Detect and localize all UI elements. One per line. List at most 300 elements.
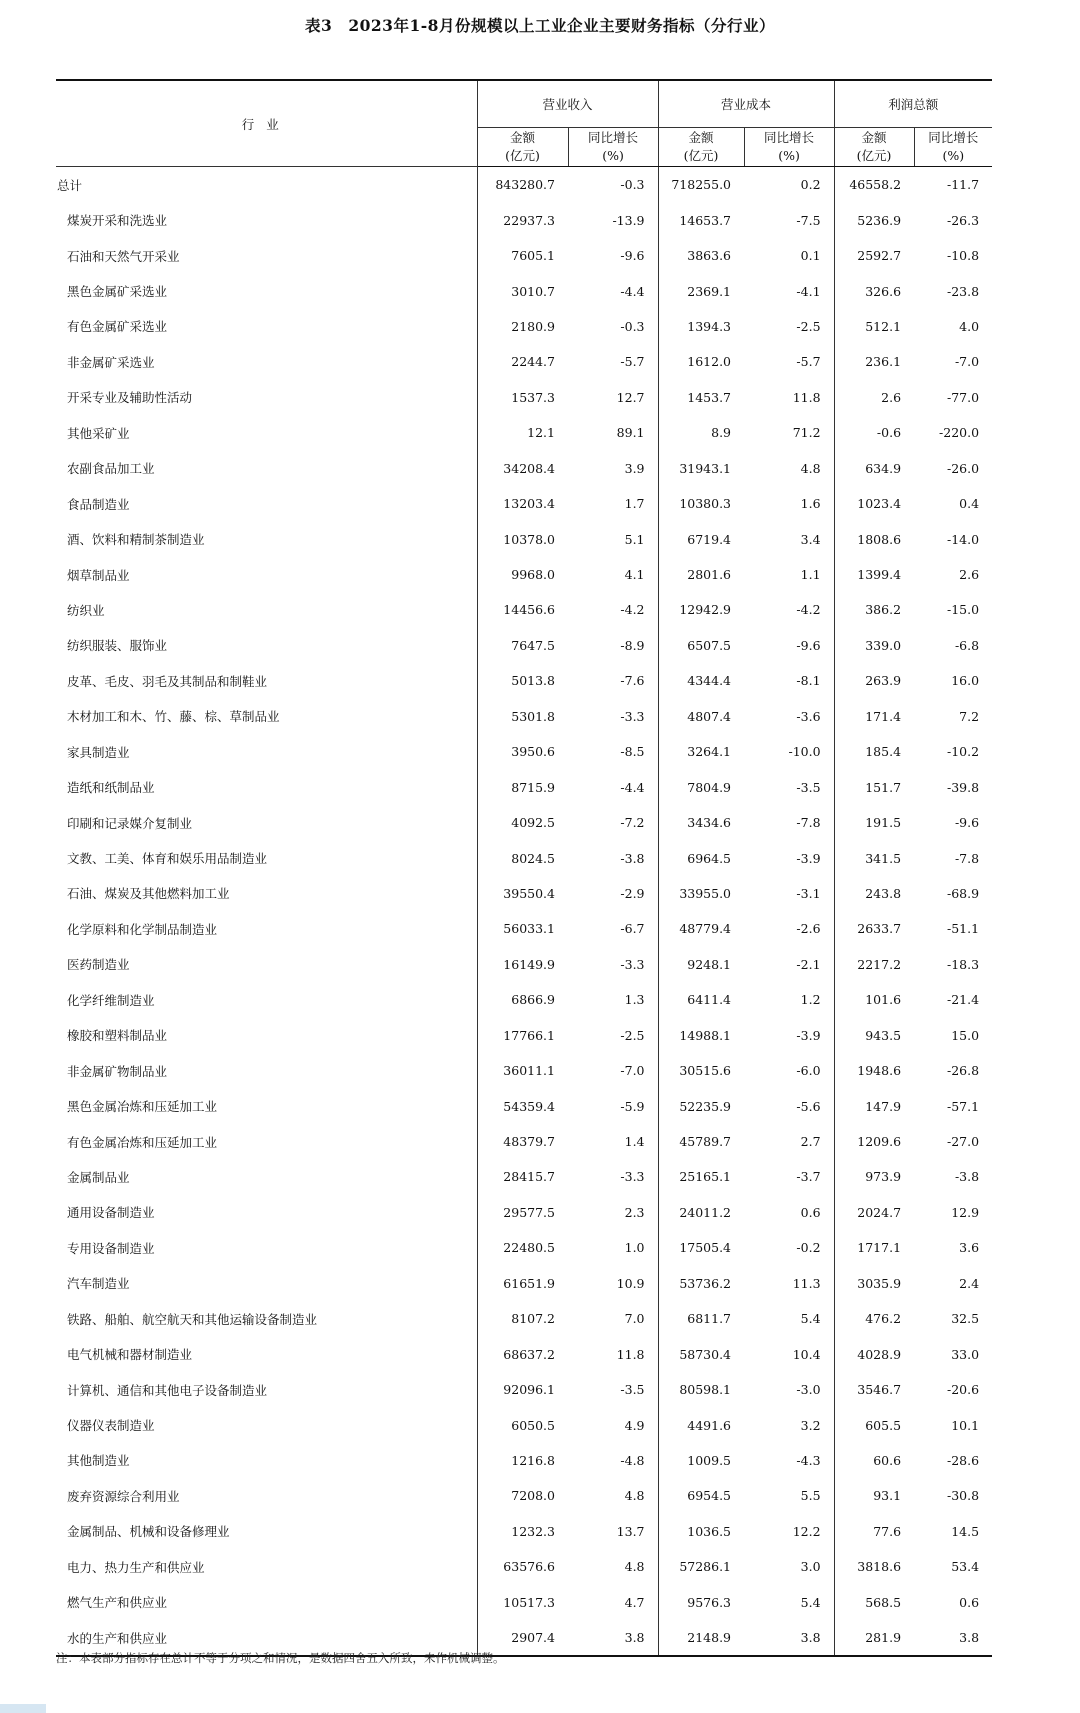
value-cell: -4.4	[620, 779, 645, 795]
industry-name: 电气机械和器材制造业	[67, 1347, 193, 1363]
industry-name: 医药制造业	[67, 957, 130, 973]
value-cell: -3.1	[796, 885, 821, 901]
table-row	[56, 663, 992, 698]
table-row	[56, 1407, 992, 1442]
value-cell: 3.8	[914, 1620, 992, 1656]
table-row	[56, 1230, 992, 1265]
value-cell: 5013.8	[477, 663, 568, 698]
value-cell: 243.8	[834, 876, 914, 911]
industry-name: 汽车制造业	[67, 1276, 130, 1292]
value-cell: 25165.1	[658, 1159, 744, 1194]
value-cell: -3.0	[796, 1382, 821, 1398]
value-cell: 11.8	[616, 1346, 645, 1362]
value-cell: 9968.0	[477, 557, 568, 592]
value-cell: 2.3	[624, 1204, 645, 1220]
industry-name: 非金属矿物制品业	[67, 1063, 168, 1079]
value-cell: 3863.6	[658, 238, 744, 273]
value-cell: -27.0	[946, 1134, 980, 1150]
industry-name: 铁路、船舶、航空航天和其他运输设备制造业	[67, 1311, 318, 1327]
industry-name: 黑色金属矿采选业	[67, 284, 168, 300]
value-cell: 29577.5	[477, 1195, 568, 1230]
table-row	[56, 982, 992, 1017]
value-cell: 6411.4	[658, 982, 744, 1017]
industry-name: 金属制品业	[67, 1169, 130, 1185]
value-cell: 17766.1	[477, 1018, 568, 1053]
value-cell: -6.0	[796, 1063, 821, 1079]
value-cell: 12.2	[792, 1523, 821, 1539]
value-cell: 3.0	[800, 1559, 821, 1575]
value-cell: 71.2	[792, 425, 821, 441]
value-cell: 2801.6	[658, 557, 744, 592]
value-cell: 512.1	[834, 309, 914, 344]
value-cell: 3950.6	[477, 734, 568, 769]
corner-mark	[0, 1704, 46, 1713]
value-cell: 61651.9	[477, 1266, 568, 1301]
value-cell: -3.5	[620, 1382, 645, 1398]
table-row	[56, 1266, 992, 1301]
table-row	[56, 238, 992, 273]
cost-header: 营业成本	[658, 80, 834, 128]
value-cell: -5.6	[796, 1098, 821, 1114]
value-cell: 3264.1	[658, 734, 744, 769]
value-cell: 605.5	[834, 1407, 914, 1442]
value-cell: 5301.8	[477, 699, 568, 734]
industry-name: 仪器仪表制造业	[67, 1418, 155, 1434]
industry-name: 印刷和记录媒介复制业	[67, 815, 193, 831]
value-cell: -7.0	[620, 1063, 645, 1079]
table-row	[56, 1159, 992, 1194]
value-cell: 24011.2	[658, 1195, 744, 1230]
value-cell: 32.5	[951, 1311, 980, 1327]
value-cell: -4.8	[620, 1452, 645, 1468]
value-cell: -15.0	[946, 602, 980, 618]
value-cell: 28415.7	[477, 1159, 568, 1194]
value-cell: 1717.1	[834, 1230, 914, 1265]
table-row	[56, 1124, 992, 1159]
industry-name: 化学纤维制造业	[67, 992, 155, 1008]
industry-name: 其他采矿业	[67, 425, 130, 441]
table-row	[56, 451, 992, 486]
value-cell: 2.4	[959, 1275, 980, 1291]
value-cell: 2.7	[800, 1134, 821, 1150]
value-cell: -8.5	[620, 744, 645, 760]
profit-growth-header: 同比增长 (%)	[914, 128, 992, 167]
value-cell: -23.8	[946, 283, 980, 299]
value-cell: 3010.7	[477, 273, 568, 308]
value-cell: -3.7	[796, 1169, 821, 1185]
value-cell: 2633.7	[834, 911, 914, 946]
table-row	[56, 805, 992, 840]
value-cell: -39.8	[946, 779, 980, 795]
value-cell: 33.0	[951, 1346, 980, 1362]
industry-name: 有色金属冶炼和压延加工业	[67, 1134, 218, 1150]
industry-name: 非金属矿采选业	[67, 354, 155, 370]
total-row	[56, 167, 992, 203]
table-row	[56, 415, 992, 450]
value-cell: 634.9	[834, 451, 914, 486]
table-row	[56, 1053, 992, 1088]
industry-name: 食品制造业	[67, 496, 130, 512]
value-cell: -2.6	[796, 921, 821, 937]
financial-indicators-table	[56, 79, 992, 1657]
value-cell: 93.1	[834, 1478, 914, 1513]
value-cell: -0.2	[796, 1240, 821, 1256]
value-cell: 0.6	[800, 1204, 821, 1220]
value-cell: -0.3	[620, 177, 645, 193]
value-cell: 3434.6	[658, 805, 744, 840]
value-cell: 5.4	[800, 1594, 821, 1610]
industry-name: 燃气生产和供应业	[67, 1595, 168, 1611]
value-cell: 1399.4	[834, 557, 914, 592]
value-cell: 52235.9	[658, 1088, 744, 1123]
value-cell: -28.6	[946, 1452, 980, 1468]
value-cell: 6964.5	[658, 840, 744, 875]
value-cell: -9.6	[796, 637, 821, 653]
value-cell: 4.7	[624, 1594, 645, 1610]
value-cell: 1.1	[800, 567, 821, 583]
value-cell: -4.2	[796, 602, 821, 618]
value-cell: 10.1	[951, 1417, 980, 1433]
value-cell: 101.6	[834, 982, 914, 1017]
industry-name: 废弃资源综合利用业	[67, 1488, 180, 1504]
value-cell: 3.8	[568, 1620, 658, 1656]
table-row	[56, 380, 992, 415]
value-cell: 4491.6	[658, 1407, 744, 1442]
industry-name: 其他制造业	[67, 1453, 130, 1469]
industry-name: 烟草制品业	[67, 567, 130, 583]
value-cell: 7.2	[959, 708, 980, 724]
value-cell: 22480.5	[477, 1230, 568, 1265]
value-cell: -4.3	[796, 1452, 821, 1468]
value-cell: 3818.6	[834, 1549, 914, 1584]
table-row	[56, 628, 992, 663]
value-cell: -26.0	[946, 460, 980, 476]
value-cell: 1009.5	[658, 1443, 744, 1478]
value-cell: 568.5	[834, 1585, 914, 1620]
value-cell: 386.2	[834, 592, 914, 627]
value-cell: -77.0	[946, 389, 980, 405]
value-cell: 7647.5	[477, 628, 568, 663]
value-cell: 34208.4	[477, 451, 568, 486]
value-cell: 1023.4	[834, 486, 914, 521]
table-row	[56, 557, 992, 592]
industry-name: 有色金属矿采选业	[67, 319, 168, 335]
value-cell: -7.0	[954, 354, 980, 370]
table-row	[56, 734, 992, 769]
table-row	[56, 876, 992, 911]
value-cell: 14.5	[951, 1523, 980, 1539]
value-cell: 326.6	[834, 273, 914, 308]
industry-name: 总计	[57, 177, 83, 193]
industry-name: 农副食品加工业	[67, 461, 155, 477]
value-cell: 5.4	[800, 1311, 821, 1327]
value-cell: 1.7	[624, 496, 645, 512]
value-cell: 11.3	[792, 1275, 821, 1291]
value-cell: 77.6	[834, 1514, 914, 1549]
industry-name: 煤炭开采和洗选业	[67, 213, 168, 229]
value-cell: 151.7	[834, 769, 914, 804]
value-cell: -14.0	[946, 531, 980, 547]
table-row	[56, 1514, 992, 1549]
value-cell: -7.2	[620, 815, 645, 831]
value-cell: 147.9	[834, 1088, 914, 1123]
industry-name: 橡胶和塑料制品业	[67, 1028, 168, 1044]
value-cell: 8715.9	[477, 769, 568, 804]
cost-growth-header: 同比增长 (%)	[744, 128, 834, 167]
value-cell: -21.4	[946, 992, 980, 1008]
value-cell: -7.5	[796, 212, 821, 228]
value-cell: 4.1	[624, 567, 645, 583]
value-cell: 2217.2	[834, 947, 914, 982]
value-cell: 6954.5	[658, 1478, 744, 1513]
value-cell: 92096.1	[477, 1372, 568, 1407]
value-cell: -3.3	[620, 1169, 645, 1185]
value-cell: -8.9	[620, 637, 645, 653]
value-cell: 14988.1	[658, 1018, 744, 1053]
value-cell: -2.9	[620, 885, 645, 901]
value-cell: -9.6	[620, 248, 645, 264]
value-cell: 8024.5	[477, 840, 568, 875]
value-cell: 31943.1	[658, 451, 744, 486]
value-cell: 17505.4	[658, 1230, 744, 1265]
value-cell: -51.1	[946, 921, 980, 937]
table-row	[56, 1301, 992, 1336]
value-cell: 1453.7	[658, 380, 744, 415]
revenue-amount-header: 金额 (亿元)	[477, 128, 568, 167]
value-cell: 0.1	[800, 248, 821, 264]
value-cell: -7.8	[796, 815, 821, 831]
table-row	[56, 1336, 992, 1371]
revenue-header: 营业收入	[477, 80, 658, 128]
value-cell: -2.5	[796, 318, 821, 334]
value-cell: 10380.3	[658, 486, 744, 521]
value-cell: 12.1	[477, 415, 568, 450]
value-cell: -6.7	[620, 921, 645, 937]
industry-name: 酒、饮料和精制茶制造业	[67, 532, 205, 548]
value-cell: 1.2	[800, 992, 821, 1008]
value-cell: 0.2	[800, 177, 821, 193]
table-row	[56, 1018, 992, 1053]
value-cell: -20.6	[946, 1382, 980, 1398]
value-cell: 339.0	[834, 628, 914, 663]
value-cell: 4092.5	[477, 805, 568, 840]
value-cell: 10.4	[792, 1346, 821, 1362]
value-cell: -3.3	[620, 956, 645, 972]
value-cell: -13.9	[612, 212, 645, 228]
industry-name: 专用设备制造业	[67, 1240, 155, 1256]
value-cell: 48379.7	[477, 1124, 568, 1159]
value-cell: 476.2	[834, 1301, 914, 1336]
value-cell: -0.3	[620, 318, 645, 334]
table-row	[56, 1585, 992, 1620]
value-cell: 12942.9	[658, 592, 744, 627]
value-cell: -26.8	[946, 1063, 980, 1079]
value-cell: 53.4	[951, 1559, 980, 1575]
industry-name: 金属制品、机械和设备修理业	[67, 1524, 230, 1540]
value-cell: 843280.7	[477, 167, 568, 203]
value-cell: 13203.4	[477, 486, 568, 521]
value-cell: 3.2	[800, 1417, 821, 1433]
value-cell: 1216.8	[477, 1443, 568, 1478]
table-row	[56, 1478, 992, 1513]
table-row	[56, 486, 992, 521]
value-cell: 4028.9	[834, 1336, 914, 1371]
value-cell: -5.7	[620, 354, 645, 370]
value-cell: 8107.2	[477, 1301, 568, 1336]
value-cell: -68.9	[946, 885, 980, 901]
industry-header: 行业	[56, 80, 477, 167]
table-body	[56, 167, 992, 1657]
value-cell: 1209.6	[834, 1124, 914, 1159]
value-cell: -10.8	[946, 248, 980, 264]
value-cell: -30.8	[946, 1488, 980, 1504]
value-cell: -10.0	[788, 744, 821, 760]
value-cell: 12.7	[616, 389, 645, 405]
value-cell: 3.6	[959, 1240, 980, 1256]
value-cell: 89.1	[616, 425, 645, 441]
value-cell: 6050.5	[477, 1407, 568, 1442]
value-cell: 7.0	[624, 1311, 645, 1327]
value-cell: 6719.4	[658, 521, 744, 556]
value-cell: 5.5	[800, 1488, 821, 1504]
table-row	[56, 1549, 992, 1584]
value-cell: 4.0	[959, 318, 980, 334]
value-cell: -57.1	[946, 1098, 980, 1114]
value-cell: 1.4	[624, 1134, 645, 1150]
value-cell: 60.6	[834, 1443, 914, 1478]
table-row	[56, 947, 992, 982]
value-cell: 5.1	[624, 531, 645, 547]
value-cell: -3.3	[620, 708, 645, 724]
value-cell: 2907.4	[477, 1620, 568, 1656]
value-cell: -3.9	[796, 1027, 821, 1043]
table-row	[56, 592, 992, 627]
value-cell: -10.2	[946, 744, 980, 760]
industry-name: 木材加工和木、竹、藤、棕、草制品业	[67, 709, 280, 725]
value-cell: 16.0	[951, 673, 980, 689]
table-row	[56, 1372, 992, 1407]
profit-amount-header: 金额 (亿元)	[834, 128, 914, 167]
value-cell: -2.5	[620, 1027, 645, 1043]
value-cell: 68637.2	[477, 1336, 568, 1371]
value-cell: -0.6	[834, 415, 914, 450]
value-cell: 973.9	[834, 1159, 914, 1194]
value-cell: 33955.0	[658, 876, 744, 911]
value-cell: -2.1	[796, 956, 821, 972]
value-cell: 236.1	[834, 344, 914, 379]
value-cell: 1036.5	[658, 1514, 744, 1549]
value-cell: 4807.4	[658, 699, 744, 734]
table-row	[56, 1443, 992, 1478]
industry-name: 化学原料和化学制品制造业	[67, 921, 218, 937]
value-cell: 2369.1	[658, 273, 744, 308]
value-cell: -9.6	[954, 815, 980, 831]
table-row	[56, 840, 992, 875]
industry-name: 造纸和纸制品业	[67, 780, 155, 796]
industry-name: 石油和天然气开采业	[67, 248, 180, 264]
value-cell: 4.8	[800, 460, 821, 476]
table-row	[56, 769, 992, 804]
value-cell: 45789.7	[658, 1124, 744, 1159]
profit-header: 利润总额	[834, 80, 992, 128]
value-cell: 3.9	[624, 460, 645, 476]
value-cell: 22937.3	[477, 202, 568, 237]
value-cell: 1537.3	[477, 380, 568, 415]
value-cell: 0.6	[959, 1594, 980, 1610]
industry-name: 通用设备制造业	[67, 1205, 155, 1221]
value-cell: 4344.4	[658, 663, 744, 698]
industry-name: 皮革、毛皮、羽毛及其制品和制鞋业	[67, 673, 268, 689]
value-cell: 1.3	[624, 992, 645, 1008]
table-row	[56, 911, 992, 946]
value-cell: 7605.1	[477, 238, 568, 273]
industry-name: 水的生产和供应业	[56, 1620, 477, 1656]
value-cell: -3.9	[796, 850, 821, 866]
value-cell: 1394.3	[658, 309, 744, 344]
value-cell: 4.8	[624, 1559, 645, 1575]
value-cell: 10.9	[616, 1275, 645, 1291]
value-cell: -5.7	[796, 354, 821, 370]
value-cell: 185.4	[834, 734, 914, 769]
industry-name: 纺织服装、服饰业	[67, 638, 168, 654]
value-cell: -5.9	[620, 1098, 645, 1114]
table-row	[56, 1088, 992, 1123]
value-cell: 3035.9	[834, 1266, 914, 1301]
value-cell: 9248.1	[658, 947, 744, 982]
value-cell: 6866.9	[477, 982, 568, 1017]
value-cell: 943.5	[834, 1018, 914, 1053]
industry-name: 电力、热力生产和供应业	[67, 1559, 205, 1575]
revenue-growth-header: 同比增长 (%)	[568, 128, 658, 167]
value-cell: 1232.3	[477, 1514, 568, 1549]
value-cell: 5236.9	[834, 202, 914, 237]
value-cell: -4.1	[796, 283, 821, 299]
value-cell: -3.5	[796, 779, 821, 795]
value-cell: -4.2	[620, 602, 645, 618]
value-cell: 281.9	[834, 1620, 914, 1656]
value-cell: 2244.7	[477, 344, 568, 379]
value-cell: 63576.6	[477, 1549, 568, 1584]
value-cell: 0.4	[959, 496, 980, 512]
value-cell: 1808.6	[834, 521, 914, 556]
table-row	[56, 699, 992, 734]
value-cell: 39550.4	[477, 876, 568, 911]
value-cell: 1.6	[800, 496, 821, 512]
value-cell: -8.1	[796, 673, 821, 689]
value-cell: 7804.9	[658, 769, 744, 804]
table-row	[56, 309, 992, 344]
value-cell: 1948.6	[834, 1053, 914, 1088]
value-cell: -3.8	[954, 1169, 980, 1185]
industry-name: 石油、煤炭及其他燃料加工业	[67, 886, 230, 902]
value-cell: 8.9	[658, 415, 744, 450]
table-row	[56, 521, 992, 556]
value-cell: 6811.7	[658, 1301, 744, 1336]
value-cell: 36011.1	[477, 1053, 568, 1088]
value-cell: -7.6	[620, 673, 645, 689]
value-cell: 191.5	[834, 805, 914, 840]
industry-name: 黑色金属冶炼和压延加工业	[67, 1099, 218, 1115]
value-cell: 57286.1	[658, 1549, 744, 1584]
value-cell: -11.7	[946, 177, 980, 193]
value-cell: 48779.4	[658, 911, 744, 946]
value-cell: 15.0	[951, 1027, 980, 1043]
value-cell: 11.8	[792, 389, 821, 405]
value-cell: 4.9	[624, 1417, 645, 1433]
value-cell: 341.5	[834, 840, 914, 875]
value-cell: 171.4	[834, 699, 914, 734]
table-row	[56, 273, 992, 308]
